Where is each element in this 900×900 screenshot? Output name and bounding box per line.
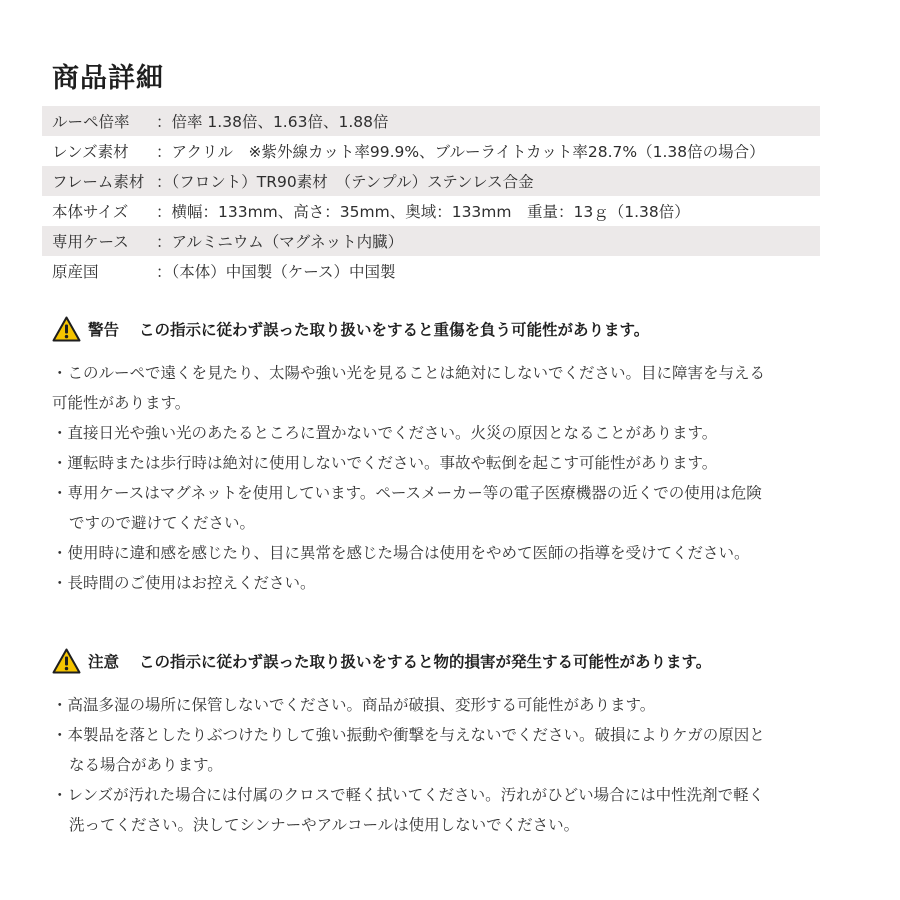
- list-item-continuation: 可能性があります。: [52, 394, 191, 412]
- caution-list: [52, 690, 852, 840]
- spec-row-magnification: [42, 106, 820, 136]
- warning-triangle-icon: [52, 648, 81, 674]
- spec-label: レンズ素材: [52, 143, 129, 161]
- spec-label: フレーム素材: [52, 173, 145, 191]
- spec-row-body-size: [42, 196, 820, 226]
- list-item: ・運転時または歩行時は絶対に使用しないでください。事故や転倒を起こす可能性があります。: [52, 454, 718, 472]
- caution-heading: [52, 648, 852, 674]
- spec-value: ：アルミニウム（マグネット内臓）: [156, 233, 404, 251]
- page-title: 商品詳細: [52, 63, 164, 94]
- list-item: ・長時間のご使用はお控えください。: [52, 574, 316, 592]
- list-item: ・このルーペで遠くを見たり、太陽や強い光を見ることは絶対にしないでください。目に障害を与える: [52, 364, 766, 382]
- warning-list: [52, 358, 852, 598]
- warning-triangle-icon: [52, 316, 81, 342]
- spec-value: ：アクリル ※紫外線カット率99.9%、ブルーライトカット率28.7%（1.38倍の場合）: [156, 143, 765, 161]
- spec-value: ：横幅：133mm、高さ：35mm、奥域：133mm 重量：13ｇ（1.38倍）: [156, 203, 690, 221]
- list-item: ・レンズが汚れた場合には付属のクロスで軽く拭いてください。汚れがひどい場合には中性洗剤で軽く: [52, 786, 765, 804]
- spec-row-lens-material: [42, 136, 820, 166]
- warning-heading: [52, 316, 852, 342]
- list-item-continuation: なる場合があります。: [69, 756, 223, 774]
- list-item: ・直接日光や強い光のあたるところに置かないでください。火災の原因となることがあります。: [52, 424, 718, 442]
- list-item: ・本製品を落としたりぶつけたりして強い振動や衝撃を与えないでください。破損によりケガの原因と: [52, 726, 765, 744]
- caution-label: 注意: [88, 653, 120, 671]
- warning-label: 警告: [88, 321, 120, 339]
- spec-value: ：（フロント）TR90素材 （テンプル）ステンレス合金: [156, 173, 534, 191]
- caution-text: この指示に従わず誤った取り扱いをすると物的損害が発生する可能性があります。: [139, 653, 712, 671]
- spec-label: 専用ケース: [52, 233, 129, 251]
- list-item: ・専用ケースはマグネットを使用しています。ペースメーカー等の電子医療機器の近くでの使用は危険: [52, 484, 762, 502]
- list-item: ・使用時に違和感を感じたり、目に異常を感じた場合は使用をやめて医師の指導を受けてください。: [52, 544, 750, 562]
- spec-row-origin: [42, 256, 820, 286]
- spec-row-case: [42, 226, 820, 256]
- spec-label: 原産国: [52, 263, 99, 281]
- spec-label: ルーペ倍率: [52, 113, 130, 131]
- spec-row-frame-material: [42, 166, 820, 196]
- spec-value: ：（本体）中国製（ケース）中国製: [156, 263, 396, 281]
- spec-table: [42, 106, 820, 286]
- warning-section: [52, 316, 852, 598]
- spec-label: 本体サイズ: [52, 203, 129, 221]
- caution-section: [52, 648, 852, 840]
- list-item-continuation: 洗ってください。決してシンナーやアルコールは使用しないでください。: [69, 816, 580, 834]
- spec-value: ：倍率 1.38倍、1.63倍、1.88倍: [156, 113, 389, 131]
- list-item-continuation: ですので避けてください。: [69, 514, 256, 532]
- warning-text: この指示に従わず誤った取り扱いをすると重傷を負う可能性があります。: [139, 321, 650, 339]
- list-item: ・高温多湿の場所に保管しないでください。商品が破損、変形する可能性があります。: [52, 696, 656, 714]
